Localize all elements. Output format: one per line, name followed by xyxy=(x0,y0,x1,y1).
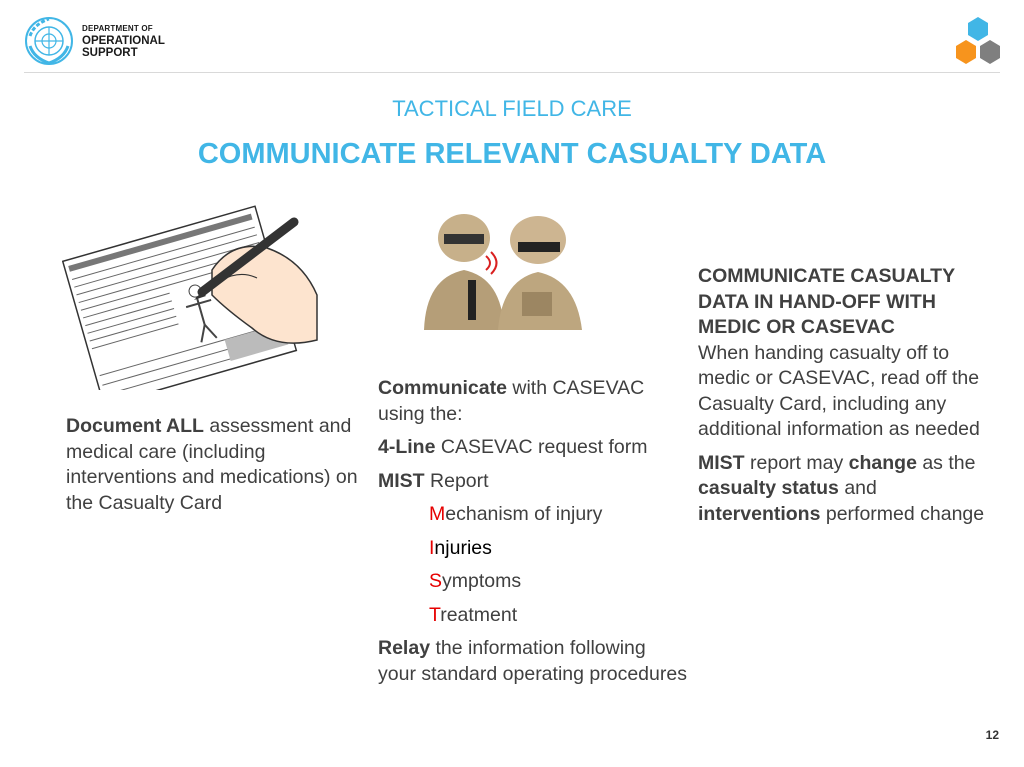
mist-report-item xyxy=(378,469,688,495)
handoff-section xyxy=(698,264,998,535)
handoff-paragraph: When handing casualty off to medic or CASEVAC, read off the Casualty Card, including any additional information as needed xyxy=(698,341,980,440)
logo-line3: SUPPORT xyxy=(82,47,138,59)
mist-change-bold3: casualty status xyxy=(698,477,839,499)
soldiers-radio-photo xyxy=(416,208,584,330)
mist-letter-t: T xyxy=(429,603,441,626)
four-line-bold: 4-Line xyxy=(378,436,436,458)
relay-bold: Relay xyxy=(378,637,431,659)
mist-treatment xyxy=(378,603,688,629)
mist-letter-i: I xyxy=(429,536,435,559)
mist-change-text2: as the xyxy=(916,451,976,474)
communicate-section xyxy=(378,376,688,695)
relay-item xyxy=(378,636,688,687)
casualty-card-writing-illustration xyxy=(62,200,320,390)
mist-letter-m: M xyxy=(429,503,446,525)
communicate-rest: with CASEVAC using the: xyxy=(378,377,645,425)
header-divider xyxy=(24,72,1000,73)
page-number: 12 xyxy=(985,728,999,742)
mist-symptoms-rest: ymptoms xyxy=(442,570,522,592)
mist-change-bold1: MIST xyxy=(698,451,745,474)
logo-text xyxy=(82,23,165,59)
mist-change-text4: performed change xyxy=(820,502,985,525)
mist-change-bold4: interventions xyxy=(698,502,821,525)
department-logo xyxy=(24,16,165,66)
mist-mechanism-rest: echanism of injury xyxy=(445,503,603,525)
mist-treatment-rest: reatment xyxy=(440,603,518,626)
slide-title: COMMUNICATE RELEVANT CASUALTY DATA xyxy=(197,138,827,170)
document-instruction xyxy=(66,414,366,516)
hexagon-cluster-icon xyxy=(954,16,1002,66)
mist-change-paragraph xyxy=(698,451,998,528)
four-line-item xyxy=(378,435,688,461)
mist-change-bold2: change xyxy=(848,451,917,474)
mist-injuries-rest: njuries xyxy=(434,536,492,559)
mist-rest: Report xyxy=(424,469,489,492)
communicate-bold: Communicate xyxy=(378,377,507,399)
logo-line1: DEPARTMENT OF xyxy=(82,24,153,33)
mist-symptoms xyxy=(378,569,688,595)
mist-letter-s: S xyxy=(429,570,443,592)
un-emblem-icon xyxy=(24,16,74,66)
slide-subtitle: TACTICAL FIELD CARE xyxy=(392,96,632,121)
document-all-bold: Document ALL xyxy=(66,415,204,437)
mist-change-text1: report may xyxy=(744,451,849,474)
four-line-rest: CASEVAC request form xyxy=(435,436,648,458)
mist-bold: MIST xyxy=(378,469,425,492)
communicate-intro xyxy=(378,376,688,427)
handoff-heading: COMMUNICATE CASUALTY DATA IN HAND-OFF WITH MEDIC OR CASEVAC xyxy=(698,265,955,338)
mist-injuries xyxy=(378,536,688,562)
document-instruction-rest: assessment and medical care (including interventions and medications) on the Casualty Card xyxy=(66,415,358,514)
logo-line2: OPERATIONAL xyxy=(82,35,165,47)
mist-mechanism xyxy=(378,502,688,528)
mist-change-text3: and xyxy=(838,477,877,499)
relay-rest: the information following your standard operating procedures xyxy=(378,637,687,685)
